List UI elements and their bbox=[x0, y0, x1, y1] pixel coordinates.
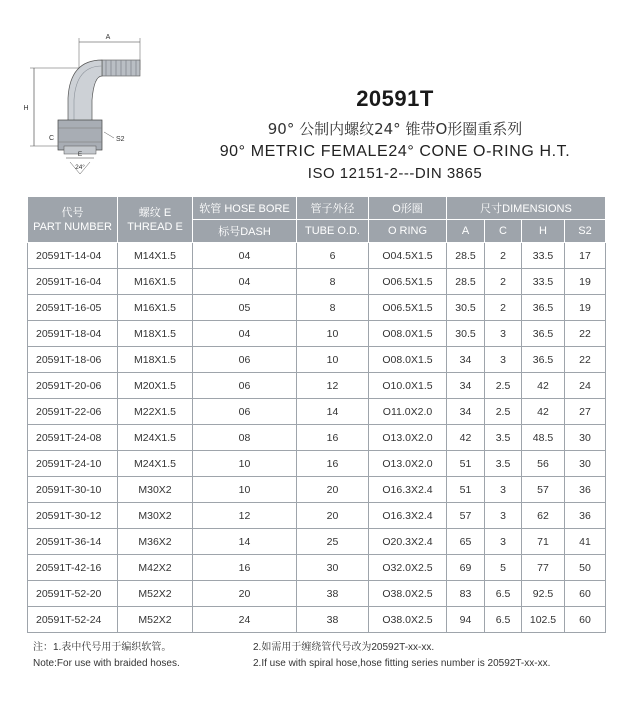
cell-thread: M52X2 bbox=[118, 607, 193, 633]
cell-tube-od: 10 bbox=[297, 321, 369, 347]
cell-dim-s2: 60 bbox=[565, 607, 606, 633]
cell-o-ring: O38.0X2.5 bbox=[369, 607, 447, 633]
col-oring-en: O RING bbox=[369, 220, 447, 243]
cell-part-number: 20591T-24-10 bbox=[28, 451, 118, 477]
cell-part-number: 20591T-18-06 bbox=[28, 347, 118, 373]
note-2 bbox=[253, 640, 613, 672]
cell-dash: 06 bbox=[193, 373, 297, 399]
title-block bbox=[175, 86, 615, 182]
cell-tube-od: 16 bbox=[297, 425, 369, 451]
cell-dim-a: 34 bbox=[447, 373, 485, 399]
table-row bbox=[28, 347, 606, 373]
note-1 bbox=[33, 640, 253, 672]
cell-dim-a: 51 bbox=[447, 477, 485, 503]
cell-dim-c: 3 bbox=[485, 347, 522, 373]
col-oring-cn: O形圈 bbox=[369, 197, 447, 220]
table-row bbox=[28, 295, 606, 321]
cell-thread: M52X2 bbox=[118, 581, 193, 607]
cell-dim-c: 2.5 bbox=[485, 399, 522, 425]
cell-tube-od: 12 bbox=[297, 373, 369, 399]
cell-dim-s2: 19 bbox=[565, 295, 606, 321]
cell-dim-a: 57 bbox=[447, 503, 485, 529]
cell-dim-h: 42 bbox=[522, 399, 565, 425]
col-tube-en: TUBE O.D. bbox=[297, 220, 369, 243]
col-thread-cn: 螺纹 E bbox=[138, 206, 172, 219]
cell-dim-c: 6.5 bbox=[485, 581, 522, 607]
cell-dim-s2: 50 bbox=[565, 555, 606, 581]
cell-o-ring: O04.5X1.5 bbox=[369, 243, 447, 269]
cell-dim-c: 3 bbox=[485, 529, 522, 555]
col-part-cn: 代号 bbox=[61, 206, 84, 219]
cell-part-number: 20591T-20-06 bbox=[28, 373, 118, 399]
cell-thread: M30X2 bbox=[118, 503, 193, 529]
cell-thread: M18X1.5 bbox=[118, 321, 193, 347]
cell-part-number: 20591T-52-20 bbox=[28, 581, 118, 607]
cell-dash: 10 bbox=[193, 477, 297, 503]
cell-dim-s2: 24 bbox=[565, 373, 606, 399]
cell-o-ring: O08.0X1.5 bbox=[369, 321, 447, 347]
cell-dim-a: 34 bbox=[447, 399, 485, 425]
cell-dim-h: 48.5 bbox=[522, 425, 565, 451]
cell-dim-h: 36.5 bbox=[522, 295, 565, 321]
cell-part-number: 20591T-14-04 bbox=[28, 243, 118, 269]
note-2-cn: 2.如需用于缠绕管代号改为20592T-xx-xx. bbox=[253, 642, 435, 653]
cell-tube-od: 38 bbox=[297, 607, 369, 633]
table-row bbox=[28, 425, 606, 451]
table-row bbox=[28, 451, 606, 477]
cell-part-number: 20591T-30-10 bbox=[28, 477, 118, 503]
table-row bbox=[28, 529, 606, 555]
cell-dim-s2: 19 bbox=[565, 269, 606, 295]
cell-thread: M36X2 bbox=[118, 529, 193, 555]
dim-angle-label: 24° bbox=[75, 164, 85, 171]
cell-dim-s2: 41 bbox=[565, 529, 606, 555]
cell-dash: 04 bbox=[193, 243, 297, 269]
cell-dim-h: 42 bbox=[522, 373, 565, 399]
cell-dim-a: 42 bbox=[447, 425, 485, 451]
cell-o-ring: O11.0X2.0 bbox=[369, 399, 447, 425]
cell-dash: 16 bbox=[193, 555, 297, 581]
cell-part-number: 20591T-18-04 bbox=[28, 321, 118, 347]
cell-dim-h: 92.5 bbox=[522, 581, 565, 607]
cell-dim-s2: 22 bbox=[565, 347, 606, 373]
cell-dim-c: 3 bbox=[485, 503, 522, 529]
title-chinese: 90° 公制内螺纹24° 锥带O形圈重系列 bbox=[267, 120, 523, 138]
cell-dim-a: 94 bbox=[447, 607, 485, 633]
model-number: 20591T bbox=[356, 86, 434, 111]
col-part-en: PART NUMBER bbox=[33, 220, 112, 233]
col-thread-en: THREAD E bbox=[127, 220, 183, 233]
cell-dim-c: 5 bbox=[485, 555, 522, 581]
cell-tube-od: 6 bbox=[297, 243, 369, 269]
cell-thread: M30X2 bbox=[118, 477, 193, 503]
cell-dim-s2: 22 bbox=[565, 321, 606, 347]
spec-table bbox=[27, 196, 606, 633]
cell-dim-h: 57 bbox=[522, 477, 565, 503]
cell-thread: M24X1.5 bbox=[118, 425, 193, 451]
cell-o-ring: O16.3X2.4 bbox=[369, 503, 447, 529]
cell-part-number: 20591T-30-12 bbox=[28, 503, 118, 529]
cell-dash: 12 bbox=[193, 503, 297, 529]
cell-dim-a: 83 bbox=[447, 581, 485, 607]
col-dash: 标号DASH bbox=[193, 220, 297, 243]
cell-part-number: 20591T-36-14 bbox=[28, 529, 118, 555]
cell-o-ring: O13.0X2.0 bbox=[369, 451, 447, 477]
note-1-cn: 注：1.表中代号用于编织软管。 bbox=[33, 642, 172, 653]
note-1-en: Note:For use with braided hoses. bbox=[33, 658, 180, 669]
cell-dim-c: 6.5 bbox=[485, 607, 522, 633]
cell-o-ring: O13.0X2.0 bbox=[369, 425, 447, 451]
cell-thread: M16X1.5 bbox=[118, 269, 193, 295]
col-s2: S2 bbox=[565, 220, 606, 243]
cell-o-ring: O20.3X2.4 bbox=[369, 529, 447, 555]
cell-part-number: 20591T-42-16 bbox=[28, 555, 118, 581]
cell-thread: M24X1.5 bbox=[118, 451, 193, 477]
title-english: 90° METRIC FEMALE24° CONE O-RING H.T. bbox=[219, 143, 571, 160]
cell-o-ring: O06.5X1.5 bbox=[369, 269, 447, 295]
cell-part-number: 20591T-52-24 bbox=[28, 607, 118, 633]
fitting-drawing bbox=[12, 28, 142, 178]
cell-dash: 08 bbox=[193, 425, 297, 451]
cell-tube-od: 16 bbox=[297, 451, 369, 477]
cell-dim-h: 33.5 bbox=[522, 269, 565, 295]
cell-thread: M14X1.5 bbox=[118, 243, 193, 269]
cell-dim-a: 34 bbox=[447, 347, 485, 373]
cell-dim-h: 33.5 bbox=[522, 243, 565, 269]
cell-thread: M16X1.5 bbox=[118, 295, 193, 321]
cell-dim-a: 51 bbox=[447, 451, 485, 477]
table-row bbox=[28, 477, 606, 503]
col-tube-cn: 管子外径 bbox=[297, 197, 369, 220]
cell-part-number: 20591T-22-06 bbox=[28, 399, 118, 425]
cell-dim-s2: 36 bbox=[565, 477, 606, 503]
cell-dash: 05 bbox=[193, 295, 297, 321]
cell-o-ring: O08.0X1.5 bbox=[369, 347, 447, 373]
cell-dim-c: 3.5 bbox=[485, 451, 522, 477]
cell-dim-s2: 30 bbox=[565, 425, 606, 451]
col-hose-bore: 软管 HOSE BORE bbox=[193, 197, 297, 220]
cell-dash: 04 bbox=[193, 321, 297, 347]
cell-dim-h: 62 bbox=[522, 503, 565, 529]
cell-dim-c: 3.5 bbox=[485, 425, 522, 451]
cell-thread: M20X1.5 bbox=[118, 373, 193, 399]
cell-part-number: 20591T-16-05 bbox=[28, 295, 118, 321]
dim-c-label: C bbox=[49, 135, 55, 142]
col-thread bbox=[118, 197, 193, 243]
cell-dim-s2: 17 bbox=[565, 243, 606, 269]
cell-dim-c: 2 bbox=[485, 269, 522, 295]
note-2-en: 2.If use with spiral hose,hose fitting series number is 20592T-xx-xx. bbox=[253, 658, 551, 669]
cell-thread: M42X2 bbox=[118, 555, 193, 581]
cell-dash: 04 bbox=[193, 269, 297, 295]
cell-dim-c: 3 bbox=[485, 321, 522, 347]
cell-o-ring: O16.3X2.4 bbox=[369, 477, 447, 503]
cell-dim-a: 28.5 bbox=[447, 243, 485, 269]
cell-dim-h: 77 bbox=[522, 555, 565, 581]
cell-thread: M22X1.5 bbox=[118, 399, 193, 425]
cell-part-number: 20591T-24-08 bbox=[28, 425, 118, 451]
table-row bbox=[28, 555, 606, 581]
col-a: A bbox=[447, 220, 485, 243]
cell-dash: 20 bbox=[193, 581, 297, 607]
dim-h-label: H bbox=[23, 105, 29, 112]
cell-dim-a: 28.5 bbox=[447, 269, 485, 295]
cell-dim-h: 56 bbox=[522, 451, 565, 477]
cell-tube-od: 30 bbox=[297, 555, 369, 581]
cell-o-ring: O32.0X2.5 bbox=[369, 555, 447, 581]
cell-thread: M18X1.5 bbox=[118, 347, 193, 373]
col-h: H bbox=[522, 220, 565, 243]
cell-tube-od: 20 bbox=[297, 503, 369, 529]
cell-dash: 06 bbox=[193, 399, 297, 425]
dim-s2-label: S2 bbox=[116, 136, 125, 143]
table-row bbox=[28, 321, 606, 347]
cell-tube-od: 20 bbox=[297, 477, 369, 503]
table-row bbox=[28, 503, 606, 529]
table-row bbox=[28, 269, 606, 295]
dim-e-label: E bbox=[77, 151, 83, 158]
table-body bbox=[28, 243, 606, 633]
cell-dim-h: 36.5 bbox=[522, 347, 565, 373]
cell-o-ring: O38.0X2.5 bbox=[369, 581, 447, 607]
cell-dim-c: 2.5 bbox=[485, 373, 522, 399]
cell-dim-s2: 27 bbox=[565, 399, 606, 425]
cell-dim-h: 36.5 bbox=[522, 321, 565, 347]
cell-dim-c: 3 bbox=[485, 477, 522, 503]
cell-dim-a: 65 bbox=[447, 529, 485, 555]
cell-dash: 06 bbox=[193, 347, 297, 373]
table-row bbox=[28, 373, 606, 399]
cell-dim-a: 69 bbox=[447, 555, 485, 581]
cell-dim-s2: 60 bbox=[565, 581, 606, 607]
cell-dash: 10 bbox=[193, 451, 297, 477]
cell-tube-od: 25 bbox=[297, 529, 369, 555]
cell-dash: 24 bbox=[193, 607, 297, 633]
cell-dim-s2: 36 bbox=[565, 503, 606, 529]
cell-o-ring: O06.5X1.5 bbox=[369, 295, 447, 321]
table-row bbox=[28, 243, 606, 269]
dim-a-label: A bbox=[105, 34, 111, 41]
cell-dim-a: 30.5 bbox=[447, 295, 485, 321]
title-standard: ISO 12151-2---DIN 3865 bbox=[307, 165, 483, 182]
header bbox=[0, 0, 631, 190]
cell-dim-c: 2 bbox=[485, 295, 522, 321]
table-row bbox=[28, 607, 606, 633]
cell-dim-h: 102.5 bbox=[522, 607, 565, 633]
cell-tube-od: 8 bbox=[297, 295, 369, 321]
cell-tube-od: 14 bbox=[297, 399, 369, 425]
col-c: C bbox=[485, 220, 522, 243]
table-row bbox=[28, 399, 606, 425]
cell-tube-od: 38 bbox=[297, 581, 369, 607]
cell-tube-od: 10 bbox=[297, 347, 369, 373]
cell-tube-od: 8 bbox=[297, 269, 369, 295]
cell-dim-c: 2 bbox=[485, 243, 522, 269]
table-row bbox=[28, 581, 606, 607]
col-part-number bbox=[28, 197, 118, 243]
cell-dim-s2: 30 bbox=[565, 451, 606, 477]
col-dimensions: 尺寸DIMENSIONS bbox=[447, 197, 606, 220]
cell-part-number: 20591T-16-04 bbox=[28, 269, 118, 295]
cell-dash: 14 bbox=[193, 529, 297, 555]
cell-dim-a: 30.5 bbox=[447, 321, 485, 347]
cell-o-ring: O10.0X1.5 bbox=[369, 373, 447, 399]
cell-dim-h: 71 bbox=[522, 529, 565, 555]
